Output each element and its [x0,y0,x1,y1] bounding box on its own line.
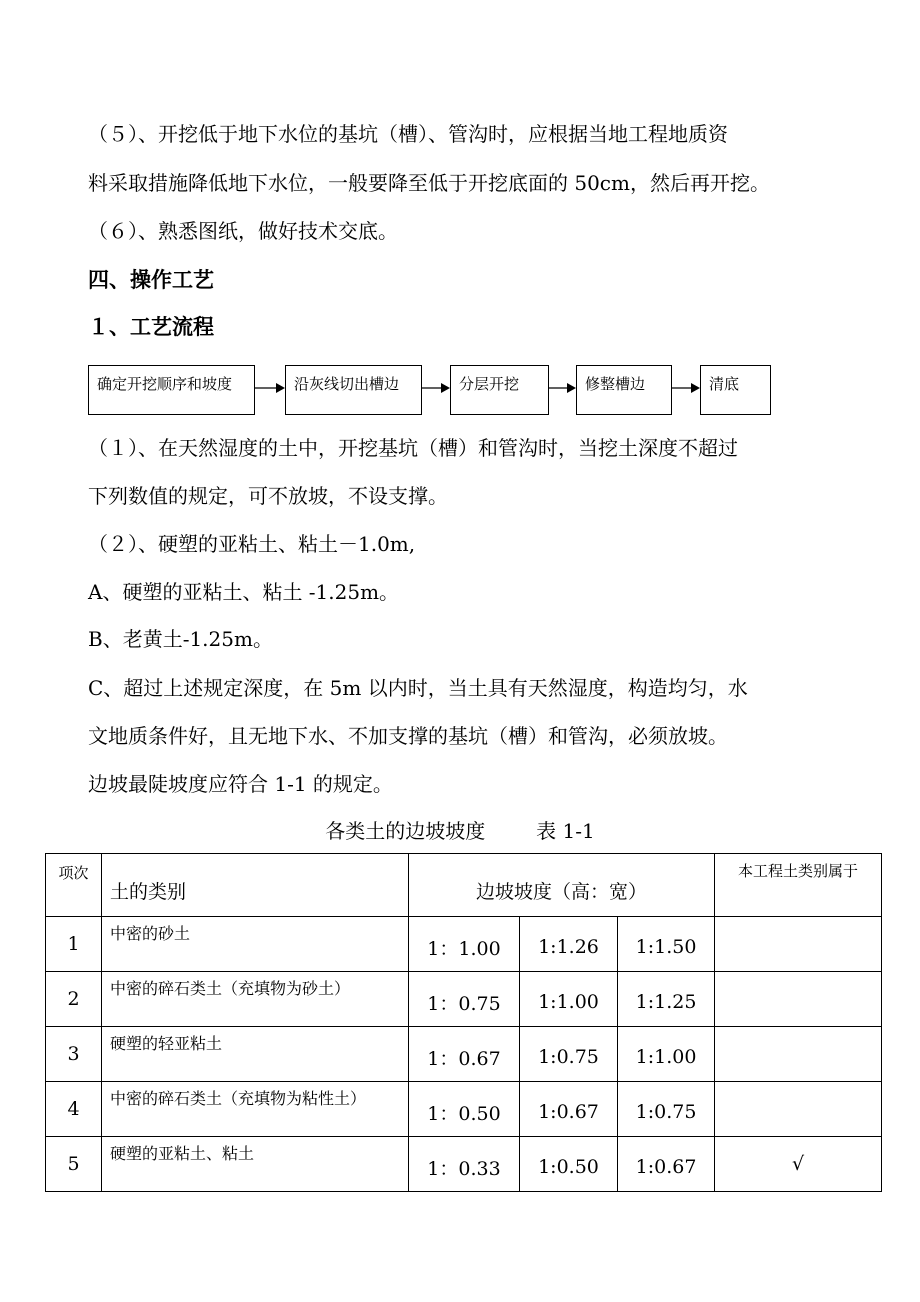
row-mark [715,1027,882,1082]
row-slope-2: 1:0.50 [520,1137,618,1192]
row-slope-2: 1:1.26 [520,917,618,972]
item-c-line-3: 边坡最陡坡度应符合 1-1 的规定。 [88,772,393,796]
row-slope-3: 1:0.67 [618,1137,715,1192]
table-row [46,1027,882,1082]
header-index: 项次 [46,854,102,917]
row-slope-3: 1:1.00 [618,1027,715,1082]
flow-step-1: 确定开挖顺序和坡度 [88,365,255,415]
row-slope-1: 1：0.75 [409,972,520,1027]
row-slope-3: 1:1.50 [618,917,715,972]
row-mark [715,972,882,1027]
row-index: 1 [46,917,102,972]
paragraph-6: （６）、熟悉图纸，做好技术交底。 [88,219,398,243]
row-slope-1: 1：0.33 [409,1137,520,1192]
header-slope: 边坡坡度（高：宽） [409,854,715,917]
row-slope-3: 1:1.25 [618,972,715,1027]
paragraph-1-line-1: （１）、在天然湿度的土中，开挖基坑（槽）和管沟时，当挖土深度不超过 [88,436,738,460]
soil-slope-table [45,853,882,1192]
flow-step-2: 沿灰线切出槽边 [285,365,422,415]
right-arrow-icon [422,382,450,394]
row-soil: 硬塑的轻亚粘土 [102,1027,409,1082]
row-index: 5 [46,1137,102,1192]
table-caption: 各类土的边坡坡度 表 1-1 [325,819,595,843]
right-arrow-icon [255,382,285,394]
paragraph-2: （２）、硬塑的亚粘土、粘土－1.0m, [88,532,416,556]
row-soil: 中密的碎石类土（充填物为粘性土） [102,1082,409,1137]
right-arrow-icon [549,382,576,394]
item-b: B、老黄土-1.25m。 [88,627,273,651]
table-row [46,917,882,972]
row-slope-1: 1：0.67 [409,1027,520,1082]
row-index: 2 [46,972,102,1027]
row-index: 4 [46,1082,102,1137]
row-mark: √ [715,1137,882,1192]
row-slope-3: 1:0.75 [618,1082,715,1137]
row-slope-2: 1:0.67 [520,1082,618,1137]
right-arrow-icon [672,382,700,394]
flow-step-3: 分层开挖 [450,365,549,415]
row-soil: 中密的碎石类土（充填物为砂土） [102,972,409,1027]
paragraph-5-line-2: 料采取措施降低地下水位，一般要降至低于开挖底面的 50cm，然后再开挖。 [88,171,770,195]
flow-step-5: 清底 [700,365,771,415]
table-row [46,1137,882,1192]
table-header-row [46,854,882,917]
header-belongs: 本工程土类别属于 [715,854,882,917]
item-c-line-1: C、超过上述规定深度，在 5m 以内时，当土具有天然湿度，构造均匀，水 [88,676,748,700]
flow-step-4: 修整槽边 [576,365,672,415]
paragraph-1-line-2: 下列数值的规定，可不放坡，不设支撑。 [88,484,448,508]
header-soil-type: 土的类别 [102,854,409,917]
row-slope-1: 1：0.50 [409,1082,520,1137]
item-a: A、硬塑的亚粘土、粘土 -1.25m。 [88,580,400,604]
table-row [46,1082,882,1137]
row-soil: 中密的砂土 [102,917,409,972]
row-slope-2: 1:1.00 [520,972,618,1027]
row-mark [715,1082,882,1137]
section-heading: 四、操作工艺 [88,268,214,292]
row-slope-2: 1:0.75 [520,1027,618,1082]
row-soil: 硬塑的亚粘土、粘土 [102,1137,409,1192]
row-slope-1: 1：1.00 [409,917,520,972]
sub-heading: １、工艺流程 [88,315,214,339]
row-mark [715,917,882,972]
item-c-line-2: 文地质条件好，且无地下水、不加支撑的基坑（槽）和管沟，必须放坡。 [88,724,728,748]
paragraph-5-line-1: （５）、开挖低于地下水位的基坑（槽）、管沟时，应根据当地工程地质资 [88,122,728,146]
row-index: 3 [46,1027,102,1082]
table-row [46,972,882,1027]
